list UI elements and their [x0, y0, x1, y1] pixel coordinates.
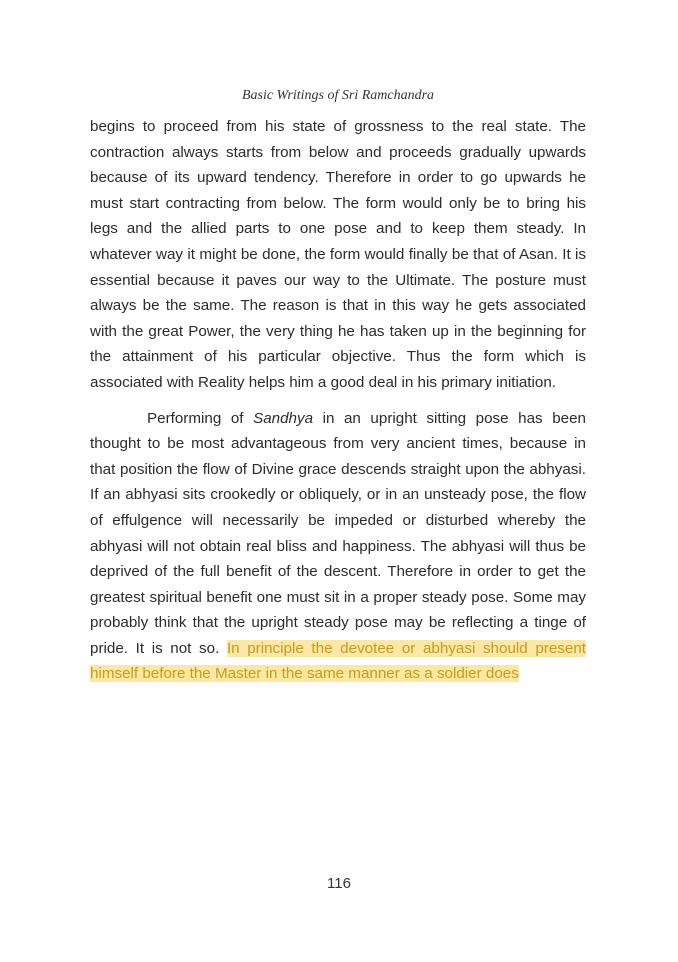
book-page [90, 84, 586, 904]
body-paragraph-2 [90, 406, 586, 688]
sandhya-term: Sandhya [253, 409, 314, 427]
running-header: Basic Writings of Sri Ramchandra [241, 88, 435, 103]
body-paragraph-1 [90, 114, 586, 396]
paragraph-2-main: in an upright sitting pose has been thought to be most advantageous from very ancient times, because in that position the flow of Divine grace descends straight upon the abhyasi. If an abhyasi sits crookedly or obliquely, or in an unsteady pose, the flow of effulgence will necessarily be impeded or disturbed whereby the abhyasi will not obtain real bliss and happiness. The abhyasi will thus be deprived of the full benefit of the descent. Therefore in order to get the greatest spiritual benefit one must sit in a proper steady pose. Some may probably think that the upright steady pose may be reflecting a tinge of pride. It is not so. [90, 409, 586, 657]
paragraph-1-text: begins to proceed from his state of grossness to the real state. The contraction always starts from below and proceeds gradually upwards because of its upward tendency. Therefore in order to go upwards he must start contracting from below. The form would only be to bring his legs and the allied parts to one pose and to keep them steady. In whatever way it might be done, the form would finally be that of Asan. It is essential because it paves our way to the Ultimate. The posture must always be the same. The reason is that in this way he gets associated with the great Power, the very thing he has taken up in the beginning for the attainment of his particular objective. Thus the form which is associated with Reality helps him a good deal in his primary initiation. [90, 118, 586, 391]
page-number: 116 [327, 875, 351, 892]
paragraph-2-lead: Performing of [147, 409, 254, 427]
highlighted-passage[interactable]: In principle the devotee or abhyasi should present himself before the Master in the same manner as a soldier does [90, 639, 587, 683]
